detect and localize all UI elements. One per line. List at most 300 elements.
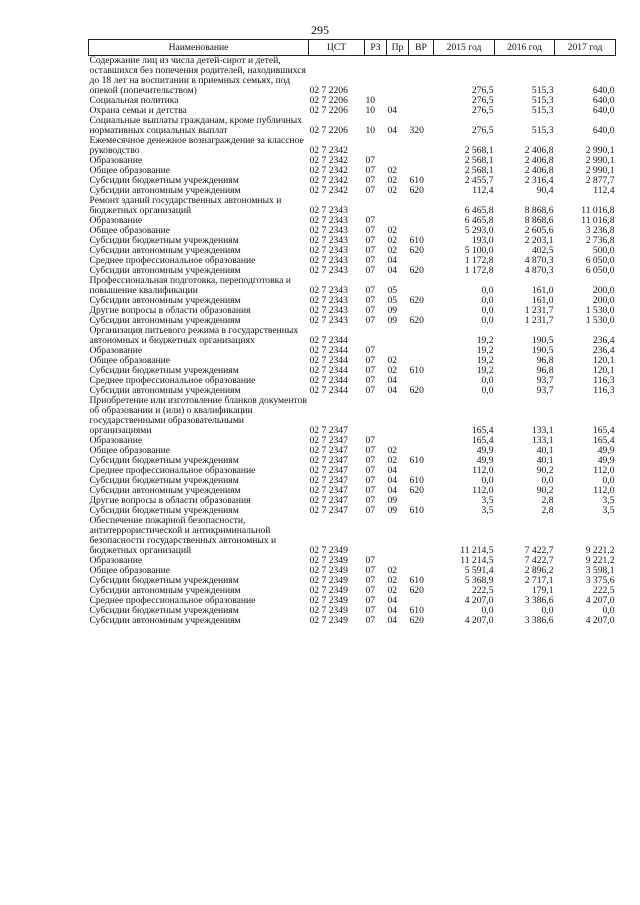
cell-2017: 0,0 xyxy=(602,475,615,486)
cell-pr: 02 xyxy=(387,175,398,186)
cell-rz: 10 xyxy=(365,105,376,116)
col-header-cst: ЦСТ xyxy=(309,40,365,56)
cell-2015: 6 465,8 xyxy=(464,205,494,216)
cell-pr: 05 xyxy=(387,295,398,306)
cell-2015: 4 207,0 xyxy=(464,595,494,606)
cell-2017: 165,4 xyxy=(592,435,615,446)
cell-vr: 620 xyxy=(409,485,424,496)
cell-vr xyxy=(409,276,434,296)
cell-rz xyxy=(365,56,387,97)
cell-pr: 04 xyxy=(387,105,398,116)
cell-cst: 02 7 2343 xyxy=(309,205,348,216)
cell-2017: 2 990,1 xyxy=(585,145,615,156)
cell-2016: 8 868,6 xyxy=(524,205,554,216)
cell-vr: 620 xyxy=(409,185,424,196)
cell-2015: 0,0 xyxy=(481,285,494,296)
cell-2015: 276,5 xyxy=(471,125,494,136)
cell-2017: 640,0 xyxy=(592,125,615,136)
cell-cst: 02 7 2349 xyxy=(309,595,348,606)
cell-2015: 2 568,1 xyxy=(464,155,494,166)
cell-pr: 09 xyxy=(387,505,398,516)
table-row xyxy=(89,56,616,97)
cell-rz: 07 xyxy=(365,605,376,616)
cell-2015: 3,5 xyxy=(481,495,494,506)
cell-2016: 40,1 xyxy=(536,445,554,456)
cell-2015: 165,4 xyxy=(471,435,494,446)
cell-rz: 07 xyxy=(365,255,376,266)
cell-2015: 165,4 xyxy=(471,425,494,436)
cell-rz: 10 xyxy=(365,95,376,106)
cell-cst: 02 7 2343 xyxy=(309,245,348,256)
cell-name: Охрана семьи и детства xyxy=(89,105,187,116)
cell-2015: 2 455,7 xyxy=(464,175,494,186)
cell-2017: 9 221,2 xyxy=(585,555,615,566)
cell-cst: 02 7 2343 xyxy=(309,295,348,306)
cell-2017: 200,0 xyxy=(592,285,615,296)
cell-pr: 09 xyxy=(387,495,398,506)
cell-name: Среднее профессиональное образование xyxy=(89,465,256,476)
cell-vr: 610 xyxy=(409,475,424,486)
cell-name: Среднее профессиональное образование xyxy=(89,595,256,606)
cell-rz: 07 xyxy=(365,165,376,176)
cell-2017: 0,0 xyxy=(602,605,615,616)
cell-2015: 19,2 xyxy=(476,345,494,356)
cell-name: Ежемесячное денежное вознаграждение за классное руководство xyxy=(89,135,304,156)
cell-rz: 07 xyxy=(365,595,376,606)
cell-2015: 1 172,8 xyxy=(464,265,494,276)
cell-2017: 3 375,6 xyxy=(585,575,615,586)
cell-2016: 3 386,6 xyxy=(524,595,554,606)
cell-2017: 2 877,7 xyxy=(585,175,615,186)
cell-2016: 2 316,4 xyxy=(524,175,554,186)
cell-name: Образование xyxy=(89,345,143,356)
cell-cst: 02 7 2343 xyxy=(309,215,348,226)
cell-name: Другие вопросы в области образования xyxy=(89,305,251,316)
cell-name: Субсидии автономным учреждениям xyxy=(89,315,241,326)
budget-table xyxy=(88,39,616,626)
cell-name: Общее образование xyxy=(89,355,171,366)
cell-2017: 4 207,0 xyxy=(585,615,615,626)
cell-2015: 112,0 xyxy=(472,465,494,476)
cell-cst: 02 7 2344 xyxy=(309,385,348,396)
cell-name: Социальные выплаты гражданам, кроме публичных нормативных социальных выплат xyxy=(89,115,303,136)
cell-vr: 610 xyxy=(409,365,424,376)
cell-2016: 7 422,7 xyxy=(524,555,554,566)
cell-2016: 96,8 xyxy=(536,365,554,376)
cell-2015: 5 368,9 xyxy=(464,575,494,586)
cell-cst: 02 7 2342 xyxy=(309,175,348,186)
cell-pr: 02 xyxy=(387,165,398,176)
table-header-row xyxy=(89,40,616,56)
cell-vr: 320 xyxy=(409,125,424,136)
col-header-2015: 2015 год xyxy=(434,40,495,56)
cell-2016: 190,5 xyxy=(531,345,554,356)
cell-name: Образование xyxy=(89,555,143,566)
cell-2016: 133,1 xyxy=(531,425,554,436)
cell-pr: 09 xyxy=(387,315,398,326)
cell-vr xyxy=(409,216,434,226)
cell-rz: 07 xyxy=(365,365,376,376)
cell-2017: 3 236,8 xyxy=(585,225,615,236)
cell-2016: 93,7 xyxy=(536,375,554,386)
table-row xyxy=(89,396,616,436)
cell-pr: 04 xyxy=(387,595,398,606)
cell-2016: 161,0 xyxy=(531,285,554,296)
col-header-pr: Пр xyxy=(387,40,409,56)
cell-2016: 515,3 xyxy=(531,85,554,96)
cell-rz: 07 xyxy=(365,305,376,316)
cell-name: Субсидии автономным учреждениям xyxy=(89,485,241,496)
cell-vr: 620 xyxy=(409,295,424,306)
cell-vr xyxy=(409,106,434,116)
cell-cst: 02 7 2349 xyxy=(309,615,348,626)
cell-rz xyxy=(365,516,387,556)
cell-cst: 02 7 2349 xyxy=(309,605,348,616)
cell-2017: 2 736,8 xyxy=(585,235,615,246)
cell-rz: 07 xyxy=(365,345,376,356)
cell-2016: 2 717,1 xyxy=(524,575,554,586)
cell-cst: 02 7 2206 xyxy=(309,95,348,106)
cell-name: Другие вопросы в области образования xyxy=(89,495,251,506)
cell-pr: 02 xyxy=(387,235,398,246)
cell-2015: 3,5 xyxy=(481,505,494,516)
col-header-name: Наименование xyxy=(89,40,309,56)
cell-2016: 90,2 xyxy=(536,485,554,496)
cell-2015: 19,2 xyxy=(476,335,494,346)
cell-vr: 610 xyxy=(409,175,424,186)
cell-2017: 640,0 xyxy=(592,85,615,96)
cell-name: Субсидии бюджетным учреждениям xyxy=(89,365,239,376)
cell-pr: 04 xyxy=(387,385,398,396)
cell-vr: 620 xyxy=(409,615,424,626)
cell-vr xyxy=(409,96,434,106)
cell-2017: 11 016,8 xyxy=(581,215,615,226)
table-row xyxy=(89,196,616,216)
col-header-vr: ВР xyxy=(409,40,434,56)
cell-2015: 5 100,0 xyxy=(464,245,494,256)
cell-cst: 02 7 2347 xyxy=(309,465,348,476)
cell-2015: 11 214,5 xyxy=(460,545,494,556)
cell-vr xyxy=(409,556,434,566)
cell-pr: 02 xyxy=(387,565,398,576)
cell-2017: 11 016,8 xyxy=(581,205,615,216)
cell-rz: 07 xyxy=(365,285,376,296)
cell-rz: 07 xyxy=(365,295,376,306)
cell-vr xyxy=(409,196,434,216)
cell-2017: 236,4 xyxy=(592,335,615,346)
cell-name: Субсидии бюджетным учреждениям xyxy=(89,235,239,246)
cell-2015: 222,5 xyxy=(471,585,494,596)
cell-pr xyxy=(387,326,409,346)
cell-rz: 10 xyxy=(365,125,376,136)
cell-2016: 402,5 xyxy=(531,245,554,256)
cell-cst: 02 7 2349 xyxy=(309,585,348,596)
cell-pr xyxy=(387,396,409,436)
cell-2017: 116,3 xyxy=(593,375,615,386)
cell-2017: 120,1 xyxy=(592,365,615,376)
cell-2015: 276,5 xyxy=(471,95,494,106)
cell-rz: 07 xyxy=(365,445,376,456)
table-body xyxy=(89,56,616,627)
col-header-2017: 2017 год xyxy=(555,40,616,56)
cell-cst: 02 7 2349 xyxy=(309,575,348,586)
cell-vr: 620 xyxy=(409,385,424,396)
cell-name: Субсидии бюджетным учреждениям xyxy=(89,475,239,486)
cell-vr xyxy=(409,136,434,156)
cell-cst: 02 7 2344 xyxy=(309,365,348,376)
cell-rz xyxy=(365,136,387,156)
cell-2016: 2,8 xyxy=(541,495,554,506)
table-row xyxy=(89,616,616,626)
cell-name: Субсидии автономным учреждениям xyxy=(89,615,241,626)
cell-2015: 0,0 xyxy=(481,315,494,326)
cell-rz xyxy=(365,396,387,436)
cell-name: Субсидии бюджетным учреждениям xyxy=(89,505,239,516)
cell-cst: 02 7 2347 xyxy=(309,505,348,516)
cell-rz xyxy=(365,326,387,346)
cell-2017: 116,3 xyxy=(593,385,615,396)
cell-2017: 112,0 xyxy=(593,465,615,476)
cell-cst: 02 7 2343 xyxy=(309,235,348,246)
cell-2016: 2 605,6 xyxy=(524,225,554,236)
cell-2015: 0,0 xyxy=(481,385,494,396)
cell-pr: 02 xyxy=(387,575,398,586)
cell-cst: 02 7 2349 xyxy=(309,565,348,576)
cell-pr xyxy=(387,136,409,156)
cell-2017: 9 221,2 xyxy=(585,545,615,556)
cell-2015: 49,9 xyxy=(476,455,494,466)
cell-2017: 2 990,1 xyxy=(585,165,615,176)
cell-rz: 07 xyxy=(365,465,376,476)
cell-2016: 3 386,6 xyxy=(524,615,554,626)
cell-2016: 161,0 xyxy=(531,295,554,306)
cell-pr: 04 xyxy=(387,615,398,626)
cell-2015: 19,2 xyxy=(476,365,494,376)
cell-cst: 02 7 2347 xyxy=(309,445,348,456)
cell-rz: 07 xyxy=(365,575,376,586)
cell-pr xyxy=(387,56,409,97)
cell-2017: 1 530,0 xyxy=(585,305,615,316)
cell-pr: 02 xyxy=(387,225,398,236)
cell-cst: 02 7 2342 xyxy=(309,145,348,156)
cell-name: Общее образование xyxy=(89,565,171,576)
cell-2016: 0,0 xyxy=(541,475,554,486)
cell-vr: 610 xyxy=(409,235,424,246)
cell-rz: 07 xyxy=(365,175,376,186)
cell-name: Содержание лиц из числа детей-сирот и детей, оставшихся без попечения родителей, находившихся до 18 лет на воспитании в приемных семьях, под опекой (попечительством) xyxy=(89,55,306,96)
cell-2017: 236,4 xyxy=(592,345,615,356)
table-row xyxy=(89,136,616,156)
cell-cst: 02 7 2344 xyxy=(309,335,348,346)
cell-name: Общее образование xyxy=(89,445,171,456)
cell-pr: 02 xyxy=(387,245,398,256)
cell-2016: 515,3 xyxy=(531,105,554,116)
table-row xyxy=(89,326,616,346)
cell-name: Ремонт зданий государственных автономных и бюджетных организаций xyxy=(89,195,282,216)
cell-2015: 2 568,1 xyxy=(464,165,494,176)
cell-2015: 1 172,8 xyxy=(464,255,494,266)
cell-name: Среднее профессиональное образование xyxy=(89,255,256,266)
cell-name: Обеспечение пожарной безопасности, антитеррористической и антикриминальной безопасности государственных автономных и бюджетных организаций xyxy=(89,515,277,556)
cell-cst: 02 7 2206 xyxy=(309,85,348,96)
cell-cst: 02 7 2343 xyxy=(309,305,348,316)
cell-2017: 640,0 xyxy=(592,95,615,106)
cell-pr: 09 xyxy=(387,305,398,316)
cell-rz: 07 xyxy=(365,565,376,576)
cell-pr: 04 xyxy=(387,485,398,496)
cell-name: Субсидии бюджетным учреждениям xyxy=(89,575,239,586)
cell-rz: 07 xyxy=(365,225,376,236)
cell-2016: 0,0 xyxy=(541,605,554,616)
cell-cst: 02 7 2342 xyxy=(309,155,348,166)
cell-cst: 02 7 2206 xyxy=(309,125,348,136)
cell-rz: 07 xyxy=(365,215,376,226)
cell-2017: 640,0 xyxy=(592,105,615,116)
cell-2016: 90,4 xyxy=(536,185,554,196)
cell-cst: 02 7 2342 xyxy=(309,185,348,196)
page-number: 295 xyxy=(311,23,329,37)
cell-2016: 2,8 xyxy=(541,505,554,516)
cell-2015: 5 293,0 xyxy=(464,225,494,236)
cell-pr: 02 xyxy=(387,585,398,596)
cell-2016: 190,5 xyxy=(531,335,554,346)
cell-pr: 04 xyxy=(387,605,398,616)
cell-rz: 07 xyxy=(365,615,376,626)
cell-2016: 179,1 xyxy=(531,585,554,596)
cell-name: Субсидии автономным учреждениям xyxy=(89,295,241,306)
cell-cst: 02 7 2347 xyxy=(309,475,348,486)
table-row xyxy=(89,276,616,296)
cell-2017: 4 207,0 xyxy=(585,595,615,606)
cell-2016: 2 406,8 xyxy=(524,145,554,156)
cell-2016: 515,3 xyxy=(531,95,554,106)
cell-2017: 6 050,0 xyxy=(585,255,615,266)
cell-2015: 11 214,5 xyxy=(460,555,494,566)
cell-rz: 07 xyxy=(365,355,376,366)
cell-pr: 04 xyxy=(387,125,398,136)
cell-rz: 07 xyxy=(365,235,376,246)
cell-2017: 3 598,1 xyxy=(585,565,615,576)
cell-2015: 0,0 xyxy=(481,475,494,486)
cell-2015: 0,0 xyxy=(481,605,494,616)
cell-2017: 1 530,0 xyxy=(585,315,615,326)
cell-2016: 40,1 xyxy=(536,455,554,466)
cell-vr: 610 xyxy=(409,505,424,516)
cell-rz xyxy=(365,196,387,216)
cell-2016: 8 868,6 xyxy=(524,215,554,226)
cell-2017: 112,0 xyxy=(593,485,615,496)
cell-2016: 515,3 xyxy=(531,125,554,136)
cell-pr xyxy=(387,516,409,556)
cell-2015: 276,5 xyxy=(471,85,494,96)
cell-rz: 07 xyxy=(365,485,376,496)
cell-name: Образование xyxy=(89,155,143,166)
cell-cst: 02 7 2343 xyxy=(309,225,348,236)
cell-2015: 4 207,0 xyxy=(464,615,494,626)
cell-vr xyxy=(409,346,434,356)
cell-cst: 02 7 2344 xyxy=(309,345,348,356)
cell-cst: 02 7 2349 xyxy=(309,545,348,556)
cell-rz: 07 xyxy=(365,505,376,516)
cell-name: Субсидии автономным учреждениям xyxy=(89,265,241,276)
cell-rz: 07 xyxy=(365,385,376,396)
cell-name: Субсидии бюджетным учреждениям xyxy=(89,455,239,466)
cell-name: Образование xyxy=(89,435,143,446)
cell-vr: 620 xyxy=(409,265,424,276)
cell-pr xyxy=(387,196,409,216)
cell-rz: 07 xyxy=(365,435,376,446)
cell-vr xyxy=(409,516,434,556)
cell-2016: 90,2 xyxy=(536,465,554,476)
cell-2015: 276,5 xyxy=(471,105,494,116)
cell-name: Субсидии автономным учреждениям xyxy=(89,585,241,596)
cell-pr: 02 xyxy=(387,185,398,196)
cell-rz: 07 xyxy=(365,185,376,196)
cell-vr: 610 xyxy=(409,575,424,586)
cell-2015: 19,2 xyxy=(476,355,494,366)
cell-rz: 07 xyxy=(365,245,376,256)
cell-vr xyxy=(409,56,434,97)
cell-rz: 07 xyxy=(365,585,376,596)
cell-pr: 04 xyxy=(387,265,398,276)
cell-2016: 2 203,1 xyxy=(524,235,554,246)
cell-2017: 49,9 xyxy=(597,455,615,466)
cell-pr: 04 xyxy=(387,255,398,266)
cell-cst: 02 7 2343 xyxy=(309,315,348,326)
cell-vr: 610 xyxy=(409,455,424,466)
cell-cst: 02 7 2349 xyxy=(309,555,348,566)
cell-2015: 0,0 xyxy=(481,295,494,306)
cell-cst: 02 7 2206 xyxy=(309,105,348,116)
cell-2016: 2 406,8 xyxy=(524,155,554,166)
cell-rz: 07 xyxy=(365,155,376,166)
cell-name: Субсидии автономным учреждениям xyxy=(89,245,241,256)
cell-name: Общее образование xyxy=(89,165,171,176)
cell-2016: 93,7 xyxy=(536,385,554,396)
cell-vr: 610 xyxy=(409,605,424,616)
cell-cst: 02 7 2344 xyxy=(309,375,348,386)
cell-2015: 6 465,8 xyxy=(464,215,494,226)
cell-2017: 3,5 xyxy=(602,505,615,516)
cell-cst: 02 7 2343 xyxy=(309,265,348,276)
cell-name: Общее образование xyxy=(89,225,171,236)
cell-2015: 49,9 xyxy=(476,445,494,456)
cell-pr: 02 xyxy=(387,355,398,366)
cell-pr: 04 xyxy=(387,465,398,476)
cell-name: Субсидии бюджетным учреждениям xyxy=(89,175,239,186)
table-row xyxy=(89,516,616,556)
cell-2016: 96,8 xyxy=(536,355,554,366)
cell-2017: 3,5 xyxy=(602,495,615,506)
cell-rz: 07 xyxy=(365,455,376,466)
cell-2015: 193,0 xyxy=(471,235,494,246)
cell-vr: 620 xyxy=(409,245,424,256)
cell-name: Субсидии автономным учреждениям xyxy=(89,185,241,196)
cell-cst: 02 7 2347 xyxy=(309,495,348,506)
cell-vr xyxy=(409,436,434,446)
cell-2016: 2 896,2 xyxy=(524,565,554,576)
cell-2016: 1 231,7 xyxy=(524,305,554,316)
cell-cst: 02 7 2343 xyxy=(309,285,348,296)
cell-rz: 07 xyxy=(365,265,376,276)
cell-2016: 4 870,3 xyxy=(524,255,554,266)
cell-2016: 7 422,7 xyxy=(524,545,554,556)
cell-2017: 500,0 xyxy=(592,245,615,256)
cell-pr: 05 xyxy=(387,285,398,296)
cell-2016: 4 870,3 xyxy=(524,265,554,276)
cell-cst: 02 7 2347 xyxy=(309,425,348,436)
cell-2016: 2 406,8 xyxy=(524,165,554,176)
